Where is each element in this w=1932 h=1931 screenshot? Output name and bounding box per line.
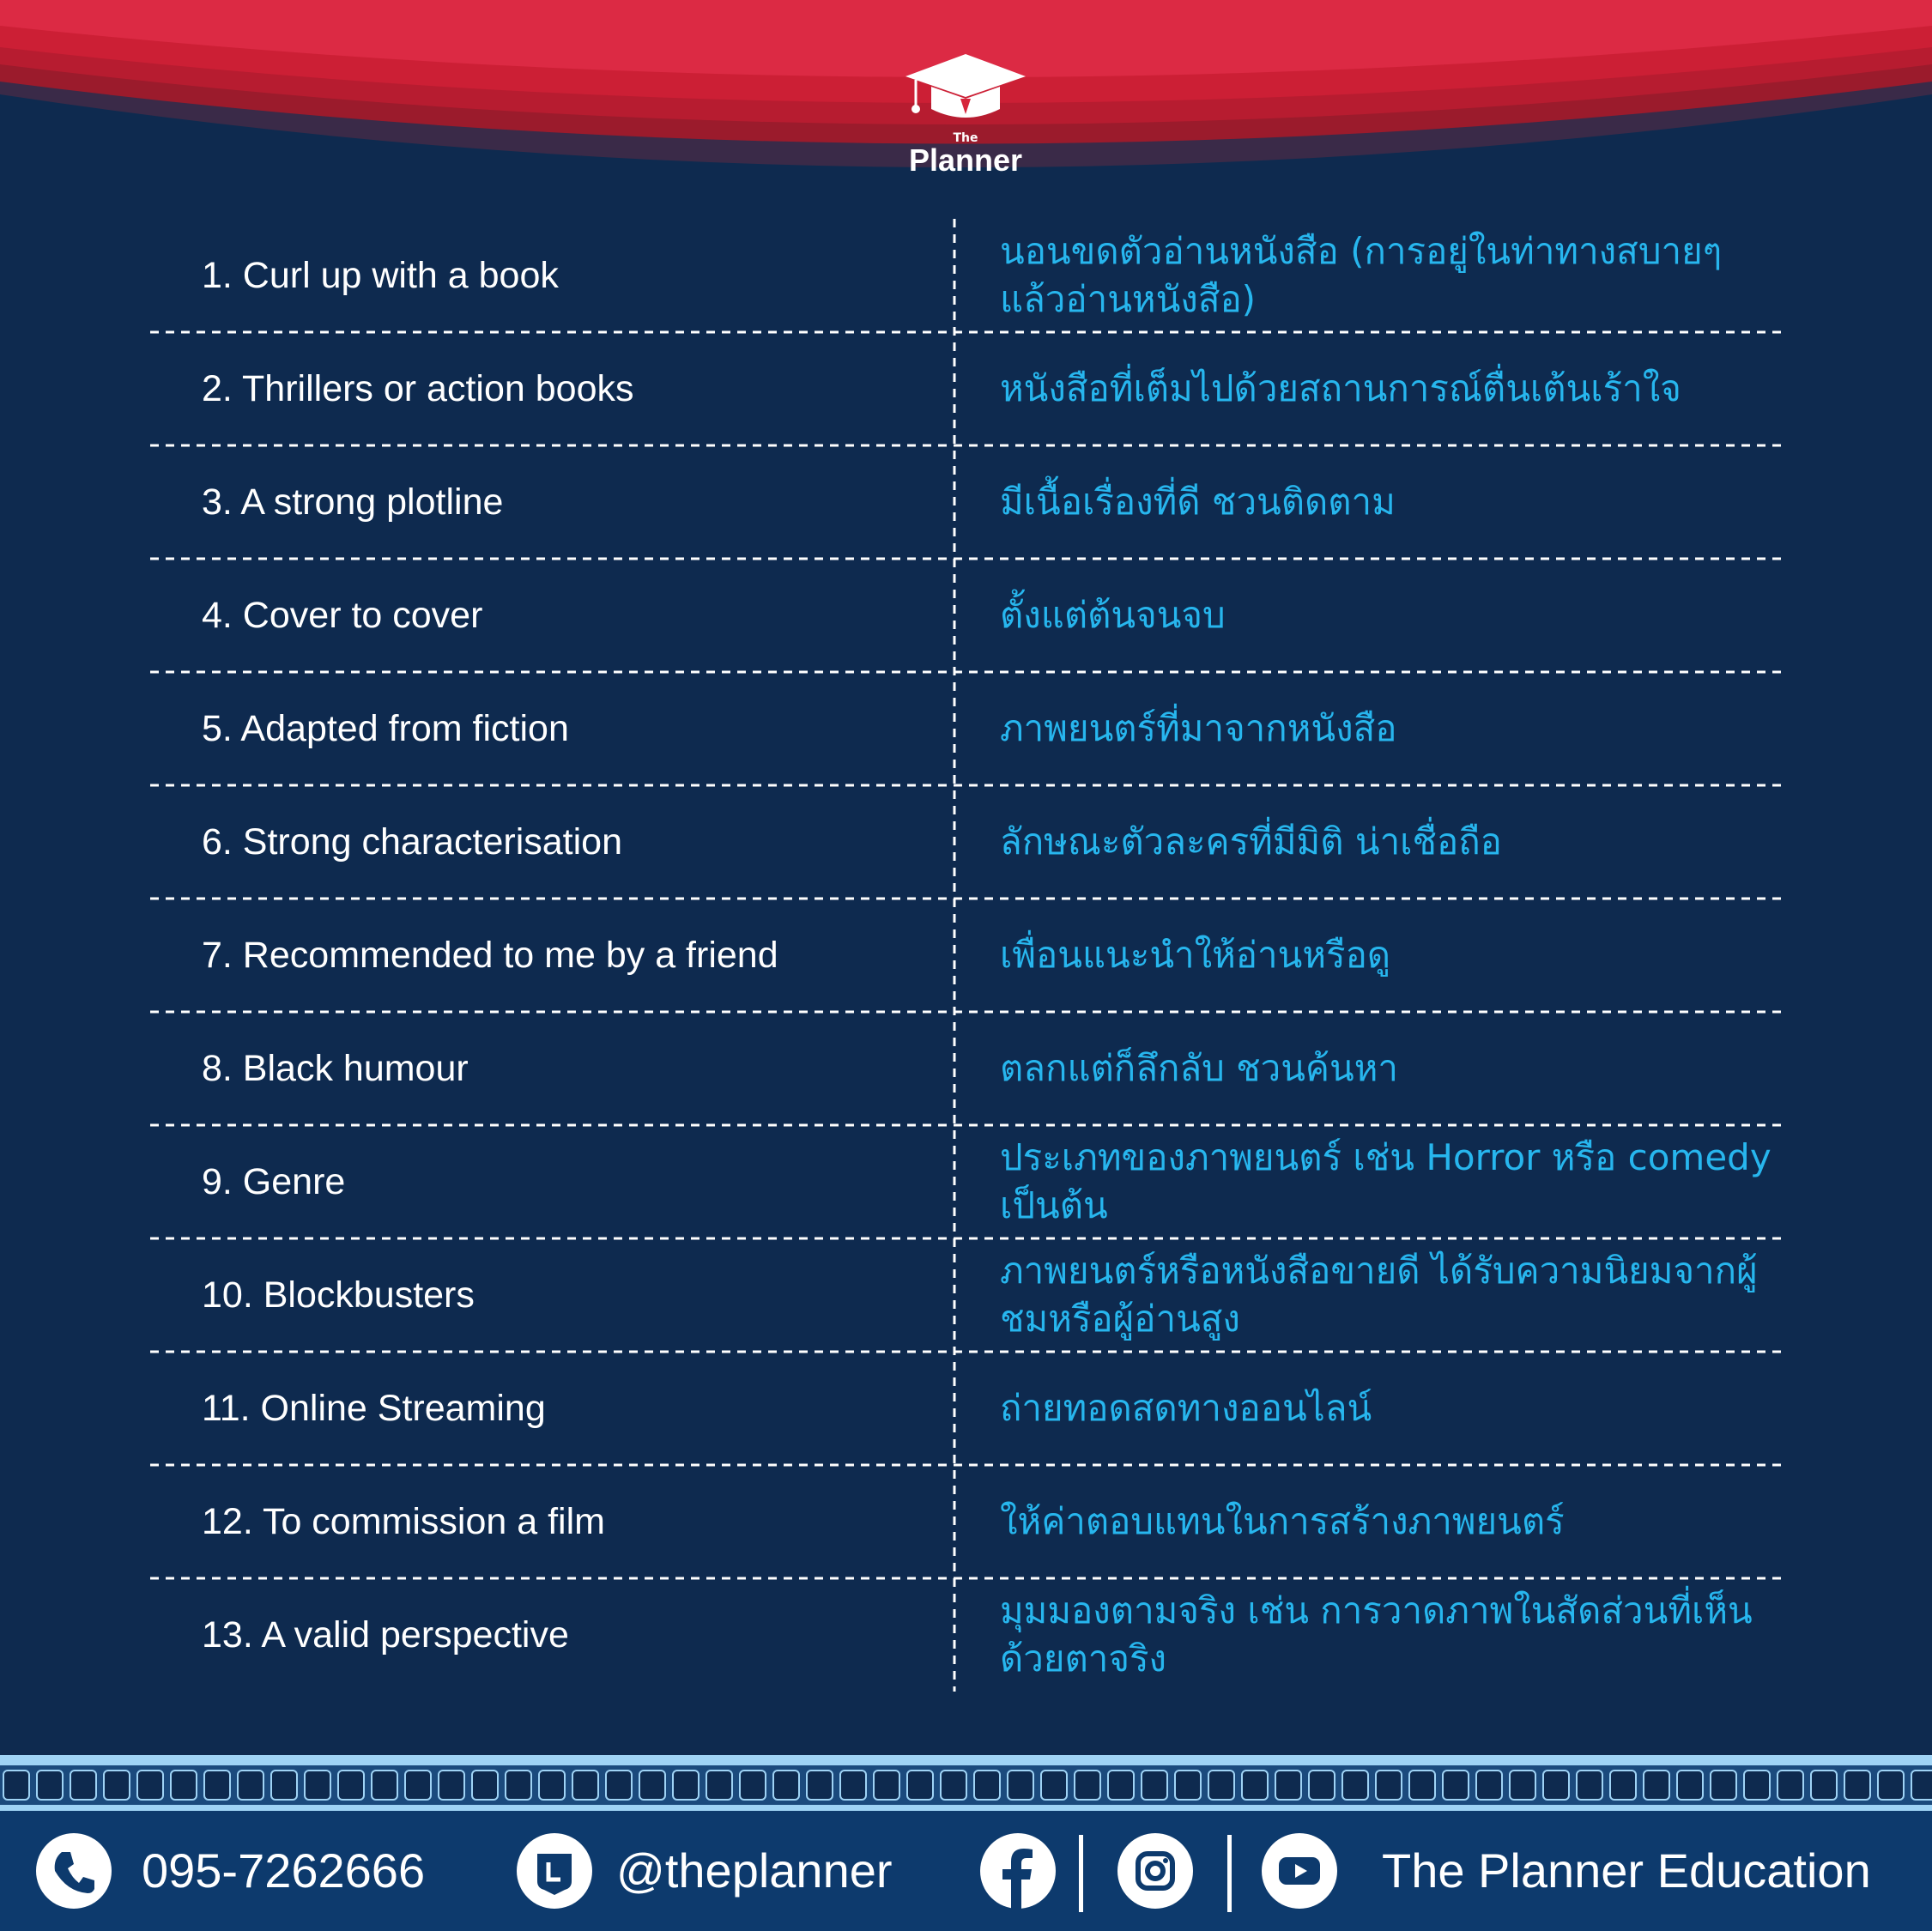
table-row xyxy=(150,332,1785,445)
table-row xyxy=(150,559,1785,672)
film-hole xyxy=(874,1771,899,1800)
vocab-meaning: ให้ค่าตอบแทนในการสร้างภาพยนตร์ xyxy=(1000,1500,1565,1542)
vocab-meaning: ภาพยนตร์ที่มาจากหนังสือ xyxy=(1000,707,1397,749)
film-hole xyxy=(472,1771,498,1800)
line-id[interactable]: @theplanner xyxy=(616,1843,893,1898)
film-hole xyxy=(338,1771,364,1800)
vocab-term: 4. Cover to cover xyxy=(202,594,483,636)
film-hole xyxy=(1577,1771,1602,1800)
film-hole xyxy=(238,1771,263,1800)
film-hole xyxy=(1075,1771,1100,1800)
vocab-term: 3. A strong plotline xyxy=(202,481,504,523)
film-hole xyxy=(1510,1771,1535,1800)
graduation-cap-icon xyxy=(897,47,1034,133)
page-name[interactable]: The Planner Education xyxy=(1382,1843,1871,1898)
table-row xyxy=(150,672,1785,785)
vocab-meaning: ถ่ายทอดสดทางออนไลน์ xyxy=(1000,1387,1372,1429)
vocab-term: 13. A valid perspective xyxy=(202,1613,569,1656)
film-hole xyxy=(405,1771,431,1800)
film-hole xyxy=(204,1771,230,1800)
film-hole xyxy=(773,1771,799,1800)
film-hole xyxy=(104,1771,130,1800)
brand-logo xyxy=(897,47,1034,178)
vocab-meaning: ประเภทของภาพยนตร์ เช่น Horror หรือ comedy เป็นต้น xyxy=(1000,1136,1772,1226)
film-hole xyxy=(941,1771,966,1800)
film-hole xyxy=(439,1771,464,1800)
film-hole xyxy=(137,1771,163,1800)
vocab-term: 5. Adapted from fiction xyxy=(202,707,569,749)
vocabulary-table xyxy=(150,219,1785,1699)
table-row xyxy=(150,1352,1785,1465)
vocab-meaning: ตลกแต่ก็ลึกลับ ชวนค้นหา xyxy=(1000,1047,1399,1089)
film-hole xyxy=(639,1771,665,1800)
table-row xyxy=(150,219,1785,332)
film-hole xyxy=(1844,1771,1870,1800)
film-hole xyxy=(1108,1771,1134,1800)
film-hole xyxy=(1543,1771,1569,1800)
film-hole xyxy=(740,1771,766,1800)
vocab-term: 1. Curl up with a book xyxy=(202,254,559,296)
film-hole xyxy=(1142,1771,1167,1800)
film-hole xyxy=(1744,1771,1770,1800)
vocab-term: 11. Online Streaming xyxy=(202,1387,546,1429)
film-hole xyxy=(1778,1771,1803,1800)
film-hole xyxy=(1008,1771,1033,1800)
film-hole xyxy=(1644,1771,1669,1800)
table-row xyxy=(150,445,1785,559)
footer-divider xyxy=(1079,1835,1083,1912)
line-icon xyxy=(517,1833,592,1909)
phone-icon xyxy=(36,1833,112,1909)
film-hole xyxy=(572,1771,598,1800)
film-hole xyxy=(1677,1771,1703,1800)
film-hole xyxy=(1041,1771,1067,1800)
table-row xyxy=(150,785,1785,899)
contact-footer xyxy=(0,1811,1932,1931)
film-hole xyxy=(1711,1771,1736,1800)
film-hole xyxy=(171,1771,197,1800)
vocab-term: 10. Blockbusters xyxy=(202,1274,475,1316)
vocab-meaning: เพื่อนแนะนำให้อ่านหรือดู xyxy=(1000,934,1391,976)
vocab-meaning: มีเนื้อเรื่องที่ดี ชวนติดตาม xyxy=(1000,481,1396,523)
film-hole xyxy=(1409,1771,1435,1800)
vocab-term: 6. Strong characterisation xyxy=(202,820,622,863)
vocab-term: 8. Black humour xyxy=(202,1047,469,1089)
film-hole xyxy=(1811,1771,1837,1800)
film-hole xyxy=(37,1771,63,1800)
phone-number[interactable]: 095-7262666 xyxy=(142,1843,426,1898)
film-hole xyxy=(1376,1771,1402,1800)
vocab-term: 2. Thrillers or action books xyxy=(202,367,634,409)
vocab-term: 9. Genre xyxy=(202,1160,346,1202)
vocab-term: 12. To commission a film xyxy=(202,1500,605,1542)
film-hole xyxy=(907,1771,933,1800)
film-hole xyxy=(840,1771,866,1800)
vocab-meaning: ตั้งแต่ต้นจนจบ xyxy=(1000,594,1226,636)
film-hole xyxy=(1476,1771,1502,1800)
film-hole xyxy=(305,1771,330,1800)
table-row xyxy=(150,1465,1785,1578)
film-hole xyxy=(70,1771,96,1800)
film-hole xyxy=(506,1771,531,1800)
film-hole xyxy=(1275,1771,1301,1800)
film-hole xyxy=(606,1771,632,1800)
film-hole xyxy=(1610,1771,1636,1800)
table-row xyxy=(150,1125,1785,1238)
table-row xyxy=(150,1238,1785,1352)
film-hole xyxy=(1911,1771,1932,1800)
film-strip xyxy=(0,1755,1932,1815)
facebook-icon[interactable] xyxy=(980,1833,1056,1909)
film-hole xyxy=(271,1771,297,1800)
film-hole xyxy=(1443,1771,1469,1800)
footer-divider xyxy=(1227,1835,1232,1912)
youtube-icon[interactable] xyxy=(1262,1833,1337,1909)
film-hole xyxy=(974,1771,1000,1800)
vocab-meaning: หนังสือที่เต็มไปด้วยสถานการณ์ตื่นเต้นเร้าใจ xyxy=(1000,367,1681,409)
vocab-meaning: นอนขดตัวอ่านหนังสือ (การอยู่ในท่าทางสบายๆ แล้วอ่านหนังสือ) xyxy=(1000,230,1723,320)
logo-small-text: The xyxy=(953,131,978,145)
film-hole xyxy=(1175,1771,1201,1800)
vocab-meaning: ลักษณะตัวละครที่มีมิติ น่าเชื่อถือ xyxy=(1000,820,1502,863)
table-row xyxy=(150,899,1785,1012)
film-hole xyxy=(673,1771,699,1800)
vocab-meaning: ภาพยนตร์หรือหนังสือขายดี ได้รับความนิยมจากผู้ชมหรือผู้อ่านสูง xyxy=(1000,1250,1758,1340)
film-hole xyxy=(1342,1771,1368,1800)
film-hole xyxy=(1309,1771,1335,1800)
film-hole xyxy=(807,1771,833,1800)
film-hole xyxy=(1208,1771,1234,1800)
vocab-term: 7. Recommended to me by a friend xyxy=(202,934,778,976)
film-hole xyxy=(372,1771,397,1800)
film-hole xyxy=(1878,1771,1904,1800)
film-hole xyxy=(706,1771,732,1800)
film-hole xyxy=(3,1771,29,1800)
table-row xyxy=(150,1578,1785,1692)
film-hole xyxy=(1242,1771,1268,1800)
instagram-icon[interactable] xyxy=(1117,1833,1193,1909)
logo-name: Planner xyxy=(908,142,1023,178)
film-hole xyxy=(539,1771,565,1800)
table-row xyxy=(150,1012,1785,1125)
vocab-meaning: มุมมองตามจริง เช่น การวาดภาพในสัดส่วนที่เห็นด้วยตาจริง xyxy=(1000,1589,1753,1680)
